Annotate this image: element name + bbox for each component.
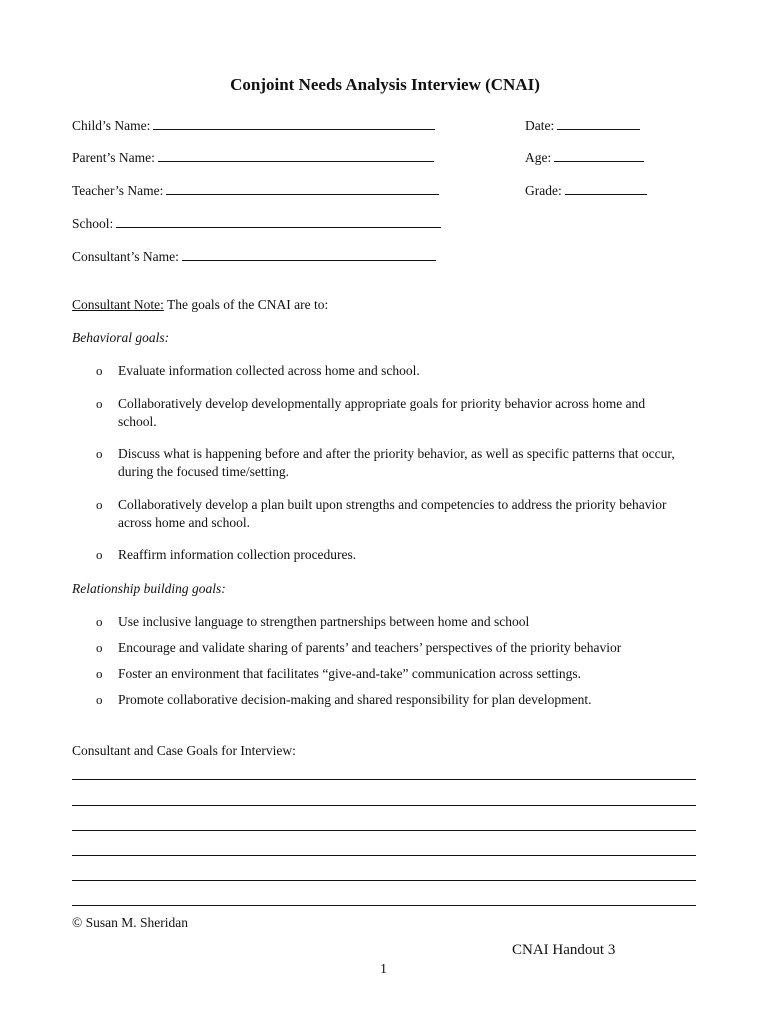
case-goals-line-6[interactable] — [72, 905, 696, 906]
handout-label: CNAI Handout 3 — [512, 942, 616, 958]
parent-name-label: Parent’s Name: — [72, 150, 155, 165]
child-name-blank[interactable] — [153, 117, 435, 130]
grade-label: Grade: — [525, 183, 562, 198]
list-item: Collaboratively develop developmentally appropriate goals for priority behavior across home and school. — [118, 396, 646, 429]
list-item: Use inclusive language to strengthen partnerships between home and school — [118, 614, 530, 629]
behavioral-goals-heading: Behavioral goals: — [72, 330, 170, 345]
bullet-marker: o — [96, 497, 103, 512]
age-label: Age: — [525, 150, 552, 165]
bullet-marker: o — [96, 692, 103, 707]
list-item: Discuss what is happening before and after the priority behavior, as well as specific patterns that occur, during the focused time/setting. — [118, 446, 675, 479]
page-title: Conjoint Needs Analysis Interview (CNAI) — [230, 75, 540, 94]
consultant-name-label: Consultant’s Name: — [72, 249, 179, 264]
case-goals-line-3[interactable] — [72, 830, 696, 831]
grade-blank[interactable] — [565, 182, 647, 195]
case-goals-line-4[interactable] — [72, 855, 696, 856]
list-item: Reaffirm information collection procedures. — [118, 547, 357, 562]
teacher-name-field[interactable] — [72, 182, 439, 200]
parent-name-field[interactable] — [72, 149, 434, 167]
parent-name-blank[interactable] — [158, 149, 434, 162]
age-blank[interactable] — [554, 149, 644, 162]
child-name-label: Child’s Name: — [72, 118, 151, 133]
consultant-note-label: Consultant Note: — [72, 297, 164, 312]
case-goals-line-2[interactable] — [72, 805, 696, 806]
list-item: Encourage and validate sharing of parents’ and teachers’ perspectives of the priority behavior — [118, 640, 622, 655]
list-item: Evaluate information collected across home and school. — [118, 363, 420, 378]
bullet-marker: o — [96, 446, 103, 461]
grade-field[interactable] — [525, 182, 647, 200]
consultant-name-blank[interactable] — [182, 248, 436, 261]
bullet-marker: o — [96, 363, 103, 378]
bullet-marker: o — [96, 614, 103, 629]
date-field[interactable] — [525, 117, 640, 135]
date-blank[interactable] — [557, 117, 640, 130]
relationship-goals-heading: Relationship building goals: — [72, 581, 226, 596]
school-blank[interactable] — [116, 215, 441, 228]
case-goals-line-1[interactable] — [72, 779, 696, 780]
child-name-field[interactable] — [72, 117, 435, 135]
consultant-note — [72, 296, 328, 314]
bullet-marker: o — [96, 547, 103, 562]
case-goals-label: Consultant and Case Goals for Interview: — [72, 743, 296, 758]
school-field[interactable] — [72, 215, 441, 233]
teacher-name-label: Teacher’s Name: — [72, 183, 164, 198]
teacher-name-blank[interactable] — [166, 182, 439, 195]
list-item: Foster an environment that facilitates “give-and-take” communication across settings. — [118, 666, 581, 681]
consultant-note-text: The goals of the CNAI are to: — [163, 297, 329, 312]
bullet-marker: o — [96, 666, 103, 681]
case-goals-line-5[interactable] — [72, 880, 696, 881]
list-item: Collaboratively develop a plan built upon strengths and competencies to address the priority behavior across home and school. — [118, 497, 667, 530]
list-item: Promote collaborative decision-making and shared responsibility for plan development. — [118, 692, 592, 707]
bullet-marker: o — [96, 640, 103, 655]
age-field[interactable] — [525, 149, 644, 167]
page-number: 1 — [380, 962, 387, 977]
date-label: Date: — [525, 118, 555, 133]
copyright-text: © Susan M. Sheridan — [72, 915, 189, 930]
consultant-name-field[interactable] — [72, 248, 436, 266]
bullet-marker: o — [96, 396, 103, 411]
school-label: School: — [72, 216, 114, 231]
